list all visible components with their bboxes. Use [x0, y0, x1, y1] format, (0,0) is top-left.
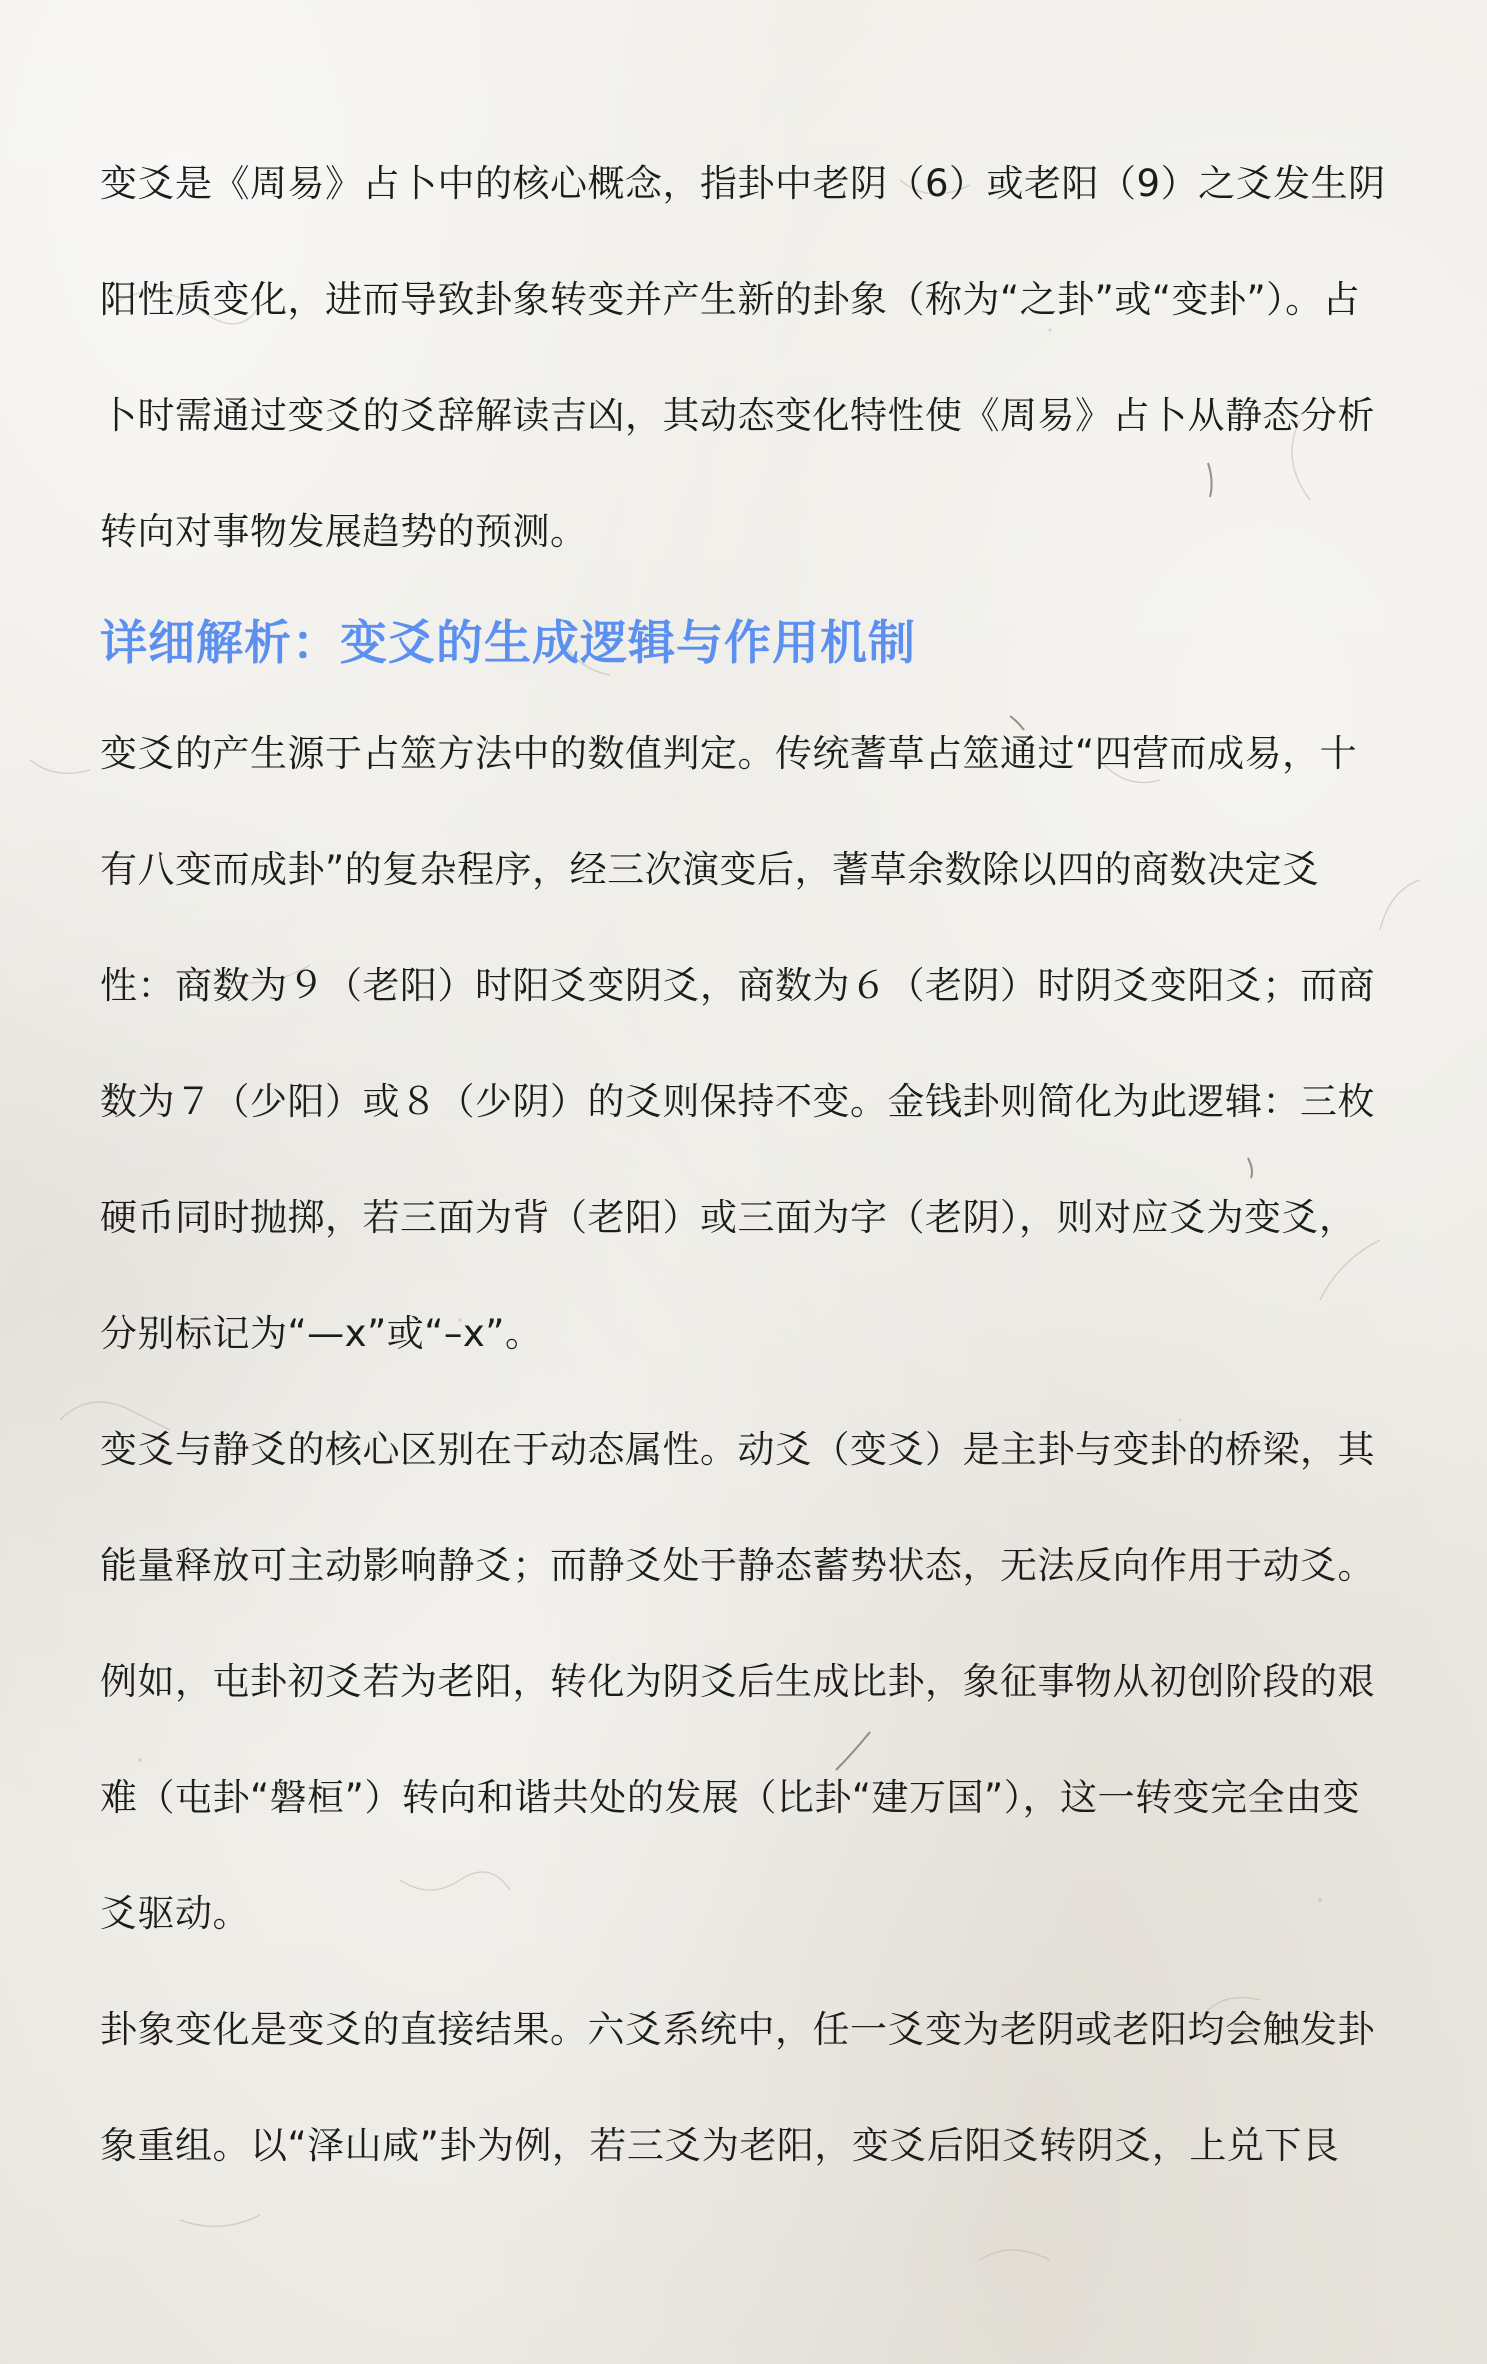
article — [100, 126, 1390, 2204]
body-paragraph-1: 变爻的产生源于占筮方法中的数值判定。传统蓍草占筮通过“四营而成易，十有八变而成卦”的复杂程序，经三次演变后，蓍草余数除以四的商数决定爻性：商数为９（老阳）时阳爻变阴爻，商数为６（老阴）时阴爻变阳爻；而商数为７（少阳）或８（少阴）的爻则保持不变。金钱卦则简化为此逻辑：三枚硬币同时抛掷，若三面为背（老阳）或三面为字（老阴），则对应爻为变爻，分别标记为“—x”或“–x”。 — [100, 732, 1375, 1355]
intro-paragraph: 变爻是《周易》占卜中的核心概念，指卦中老阴（6）或老阳（9）之爻发生阴阳性质变化，进而导致卦象转变并产生新的卦象（称为“之卦”或“变卦”）。占卜时需通过变爻的爻辞解读吉凶，其动态变化特性使《周易》占卜从静态分析转向对事物发展趋势的预测。 — [100, 162, 1386, 553]
body-paragraph-3: 卦象变化是变爻的直接结果。六爻系统中，任一爻变为老阴或老阳均会触发卦象重组。以“泽山咸”卦为例，若三爻为老阳，变爻后阳爻转阴爻，上兑下艮 — [100, 2008, 1375, 2167]
body-paragraph-2: 变爻与静爻的核心区别在于动态属性。动爻（变爻）是主卦与变卦的桥梁，其能量释放可主动影响静爻；而静爻处于静态蓄势状态，无法反向作用于动爻。例如，屯卦初爻若为老阳，转化为阴爻后生成比卦，象征事物从初创阶段的艰难（屯卦“磐桓”）转向和谐共处的发展（比卦“建万国”），这一转变完全由变爻驱动。 — [100, 1428, 1375, 1935]
section-heading: 详细解析：变爻的生成逻辑与作用机制 — [100, 616, 916, 671]
